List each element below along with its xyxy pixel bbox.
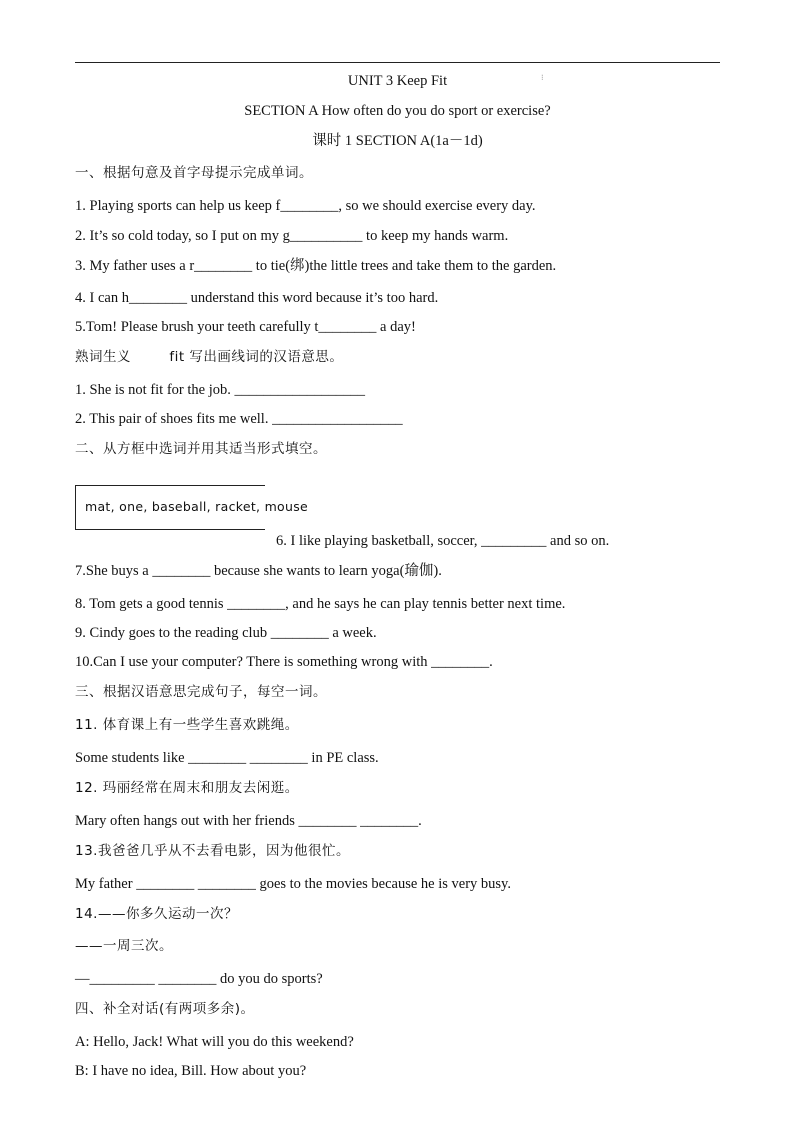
section-title: SECTION A How often do you do sport or exercise?: [244, 103, 551, 119]
part3-q11-chinese: 11. 体育课上有一些学生喜欢跳绳。: [75, 717, 299, 733]
part1-question-4: 4. I can h________ understand this word because it’s too hard.: [75, 290, 439, 306]
part3-q13-chinese: 13.我爸爸几乎从不去看电影，因为他很忙。: [75, 843, 350, 859]
lesson-title: 课时 1 SECTION A(1a－1d): [312, 133, 483, 149]
word-box-text: mat, one, baseball, racket, mouse: [85, 499, 309, 514]
corner-mark: ⁝: [541, 73, 544, 82]
familiar-question-2: 2. This pair of shoes fits me well. __________________: [75, 411, 403, 427]
part1-question-2: 2. It’s so cold today, so I put on my g__________ to keep my hands warm.: [75, 228, 509, 244]
part3-q11-english: Some students like ________ ________ in PE class.: [75, 750, 379, 766]
unit-title: UNIT 3 Keep Fit: [347, 73, 448, 89]
familiar-question-1: 1. She is not fit for the job. __________________: [75, 382, 365, 398]
part1-heading: 一、根据句意及首字母提示完成单词。: [75, 165, 313, 181]
part2-question-6: 6. I like playing basketball, soccer, _________ and so on.: [276, 533, 610, 549]
header-rule: [75, 62, 720, 63]
part2-question-10: 10.Can I use your computer? There is something wrong with ________.: [75, 654, 493, 670]
word-box: [75, 485, 309, 530]
part2-question-8: 8. Tom gets a good tennis ________, and he says he can play tennis better next time.: [75, 596, 566, 612]
part3-q14-english: —_________ ________ do you do sports?: [75, 971, 323, 987]
dialogue-line-b: B: I have no idea, Bill. How about you?: [75, 1063, 307, 1079]
part3-q14-question-chinese: 14.——你多久运动一次？: [75, 906, 238, 922]
part1-question-3: 3. My father uses a r________ to tie(绑)the little trees and take them to the garden.: [75, 258, 557, 274]
part4-heading: 四、补全对话(有两项多余)。: [75, 1001, 255, 1017]
part1-question-1: 1. Playing sports can help us keep f________, so we should exercise every day.: [75, 198, 536, 214]
familiar-word-heading: 熟词生义 fit 写出画线词的汉语意思。: [75, 349, 344, 365]
part3-q14-answer-chinese: ——一周三次。: [75, 938, 173, 954]
part3-q13-english: My father ________ ________ goes to the movies because he is very busy.: [75, 876, 511, 892]
part2-question-7: 7.She buys a ________ because she wants to learn yoga(瑜伽).: [75, 563, 442, 579]
part3-heading: 三、根据汉语意思完成句子，每空一词。: [75, 684, 327, 700]
part3-q12-chinese: 12. 玛丽经常在周末和朋友去闲逛。: [75, 780, 299, 796]
part2-heading: 二、从方框中选词并用其适当形式填空。: [75, 441, 327, 457]
part2-question-9: 9. Cindy goes to the reading club ________ a week.: [75, 625, 377, 641]
dialogue-line-a: A: Hello, Jack! What will you do this weekend?: [75, 1034, 354, 1050]
part3-q12-english: Mary often hangs out with her friends ________ ________.: [75, 813, 422, 829]
part1-question-5: 5.Tom! Please brush your teeth carefully t________ a day!: [75, 319, 416, 335]
